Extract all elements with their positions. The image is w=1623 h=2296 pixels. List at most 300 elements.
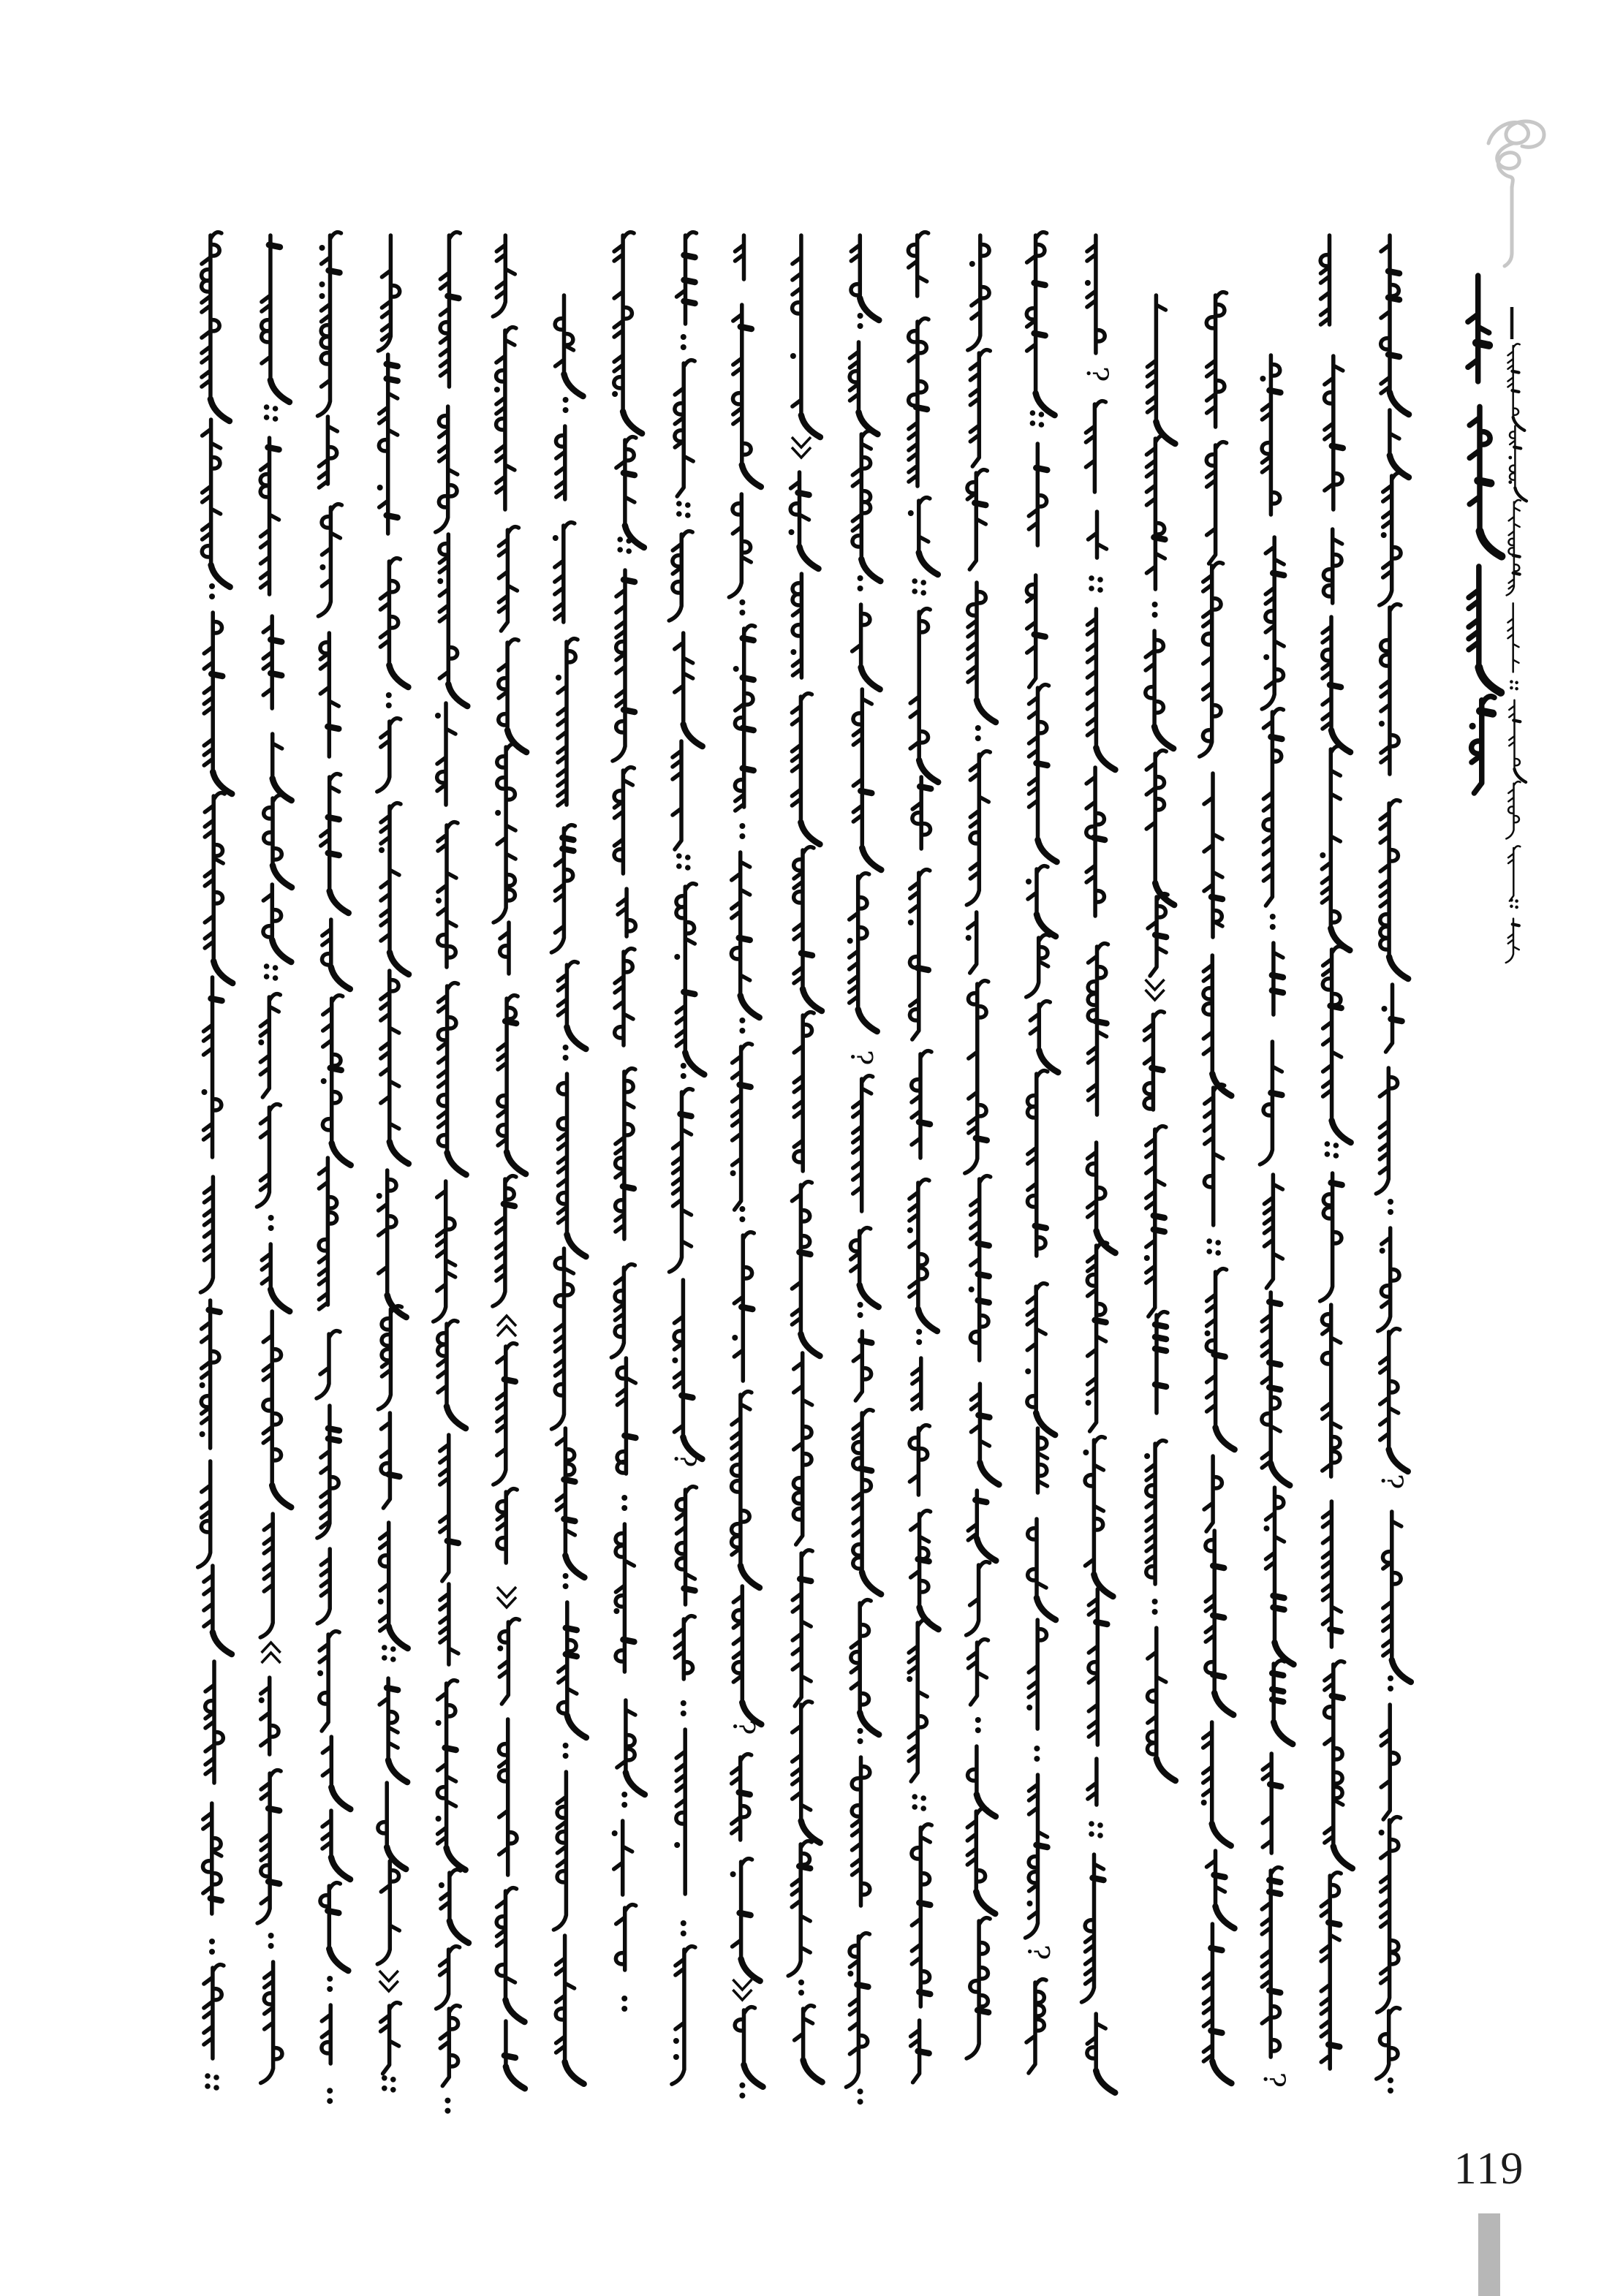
script-word (322, 1811, 350, 1879)
script-word (1379, 605, 1401, 774)
script-word (553, 523, 575, 622)
script-word (792, 1182, 820, 1356)
script-word (1322, 1305, 1340, 1477)
script-word (912, 1358, 921, 1409)
page-number: 119 (1453, 2144, 1525, 2194)
script-word (853, 1331, 871, 1401)
script-word (788, 1841, 812, 1976)
running-subtitle-column (1506, 344, 1526, 963)
comma-dots-mark (327, 2088, 333, 2104)
script-word (676, 1487, 696, 1604)
body-text-columns (198, 232, 1411, 2114)
script-word (380, 558, 408, 687)
script-word (1506, 781, 1520, 838)
svg-text:?: ? (1080, 366, 1113, 382)
script-word (1028, 1519, 1056, 1620)
script-word (1507, 500, 1521, 595)
script-word (381, 971, 409, 1164)
script-word (259, 1678, 279, 1754)
full-stop-four-dot-mark (912, 578, 926, 596)
script-word (321, 996, 351, 1165)
script-word (677, 232, 697, 324)
comma-dots-mark (1152, 602, 1158, 618)
script-word (1146, 631, 1173, 749)
comma-dots-mark (858, 2088, 863, 2104)
script-word (1207, 1851, 1235, 1928)
script-word (618, 889, 635, 936)
comma-dots-mark (798, 1979, 804, 1996)
script-word (440, 2006, 460, 2086)
script-word (1468, 276, 1489, 382)
script-word (437, 534, 467, 706)
close-guillemet-mark (497, 1587, 516, 1607)
body-text-column (788, 235, 822, 2082)
script-word (1088, 944, 1108, 1115)
comma-dots-mark (681, 1700, 686, 1716)
comma-dots-mark (563, 1743, 569, 1759)
script-word (733, 1586, 761, 1724)
script-word (1323, 529, 1342, 603)
full-stop-four-dot-mark (1089, 1821, 1103, 1838)
svg-text:?: ? (844, 1050, 878, 1066)
full-stop-four-dot-mark (382, 2075, 396, 2093)
script-word (440, 1584, 458, 1664)
comma-dots-mark (858, 1728, 863, 1744)
script-word (1088, 1759, 1097, 1805)
script-word (493, 235, 515, 317)
script-word (1205, 1269, 1235, 1450)
script-word (1087, 2014, 1115, 2093)
script-word (1390, 410, 1409, 477)
comma-dots-mark (563, 397, 569, 413)
script-word (1155, 1312, 1168, 1413)
script-word (1026, 575, 1045, 687)
body-text-column (611, 232, 645, 2012)
script-word (317, 1406, 339, 1538)
script-word (440, 232, 460, 387)
script-word (379, 1678, 407, 1782)
script-word (436, 822, 458, 967)
question-mark (667, 1452, 701, 1467)
script-word (1030, 1001, 1058, 1072)
script-word (675, 633, 703, 746)
script-word (1507, 603, 1518, 672)
script-word (908, 870, 930, 1039)
script-word (1260, 355, 1280, 515)
script-word (1262, 1868, 1282, 2057)
script-word (381, 1413, 399, 1508)
comma-dots-mark (327, 1976, 333, 1992)
script-word (500, 922, 509, 974)
script-word (504, 2021, 525, 2088)
script-word (1026, 866, 1056, 936)
script-word (551, 825, 575, 952)
script-word (909, 319, 928, 486)
script-word (321, 774, 349, 913)
script-word (262, 1244, 290, 1311)
script-word (1377, 1817, 1401, 2012)
script-word (966, 1562, 990, 1635)
script-word (850, 1228, 878, 1307)
script-word (1029, 444, 1047, 545)
script-word (851, 1600, 879, 1735)
script-word (674, 884, 704, 1075)
script-word (556, 1936, 583, 2084)
comma-dots-mark (386, 692, 392, 708)
script-word (1087, 609, 1115, 770)
script-word (1264, 1488, 1294, 1664)
script-word (320, 1883, 348, 1971)
script-word (322, 2005, 330, 2064)
script-word (672, 1280, 702, 1459)
script-word (436, 1681, 466, 1870)
script-word (1028, 1071, 1048, 1256)
script-word (1026, 935, 1050, 997)
script-word (735, 2007, 763, 2087)
script-word (202, 420, 230, 587)
script-word (611, 1265, 635, 1357)
script-word (970, 350, 990, 466)
script-word (552, 1249, 574, 1429)
script-word (499, 527, 518, 631)
script-word (438, 983, 466, 1175)
script-word (613, 570, 635, 761)
comma-dots-mark (681, 1920, 686, 1936)
script-word (673, 741, 681, 849)
script-word (617, 1358, 635, 1474)
script-word (794, 1012, 814, 1171)
script-word (497, 1489, 517, 1563)
script-word (965, 981, 988, 1173)
script-word (968, 235, 989, 350)
comma-dots-mark (444, 2098, 450, 2114)
body-text-column (1200, 292, 1235, 2083)
script-word (847, 874, 877, 1031)
script-word (912, 1825, 931, 2007)
comma-dots-mark (739, 2083, 745, 2099)
script-word (846, 1933, 869, 2088)
script-word (257, 1770, 281, 1923)
script-word (1144, 1012, 1164, 1110)
script-word (498, 996, 526, 1174)
script-word (969, 1640, 988, 1705)
body-text-column (377, 235, 409, 2093)
script-word (493, 1344, 517, 1485)
full-stop-four-dot-mark (1206, 1238, 1221, 1256)
script-word (378, 1306, 401, 1409)
script-word (795, 2006, 822, 2083)
script-word (378, 235, 399, 351)
open-guillemet-mark (497, 1316, 516, 1336)
script-word (614, 768, 634, 874)
script-word (908, 498, 938, 575)
body-text-column (667, 232, 705, 2085)
script-word (616, 437, 644, 548)
script-word (1026, 1775, 1048, 1938)
script-word (733, 626, 755, 811)
question-mark (1021, 1944, 1054, 1960)
script-word (261, 1962, 282, 2083)
full-stop-four-dot-mark (1089, 575, 1103, 593)
question-mark (1080, 366, 1113, 382)
script-word (317, 1549, 330, 1624)
script-word (612, 232, 642, 433)
script-word (732, 1754, 752, 1840)
full-stop-four-dot-mark (264, 963, 279, 981)
body-text-column (434, 232, 469, 2114)
script-word (852, 1757, 870, 1906)
close-guillemet-mark (379, 1971, 398, 1991)
comma-dots-mark (681, 334, 686, 350)
script-word (1380, 473, 1403, 605)
script-word (322, 920, 350, 989)
comma-dots-mark (1152, 1599, 1158, 1615)
script-word (377, 1861, 399, 1964)
script-word (1146, 751, 1174, 905)
script-word (556, 1428, 584, 1577)
script-word (1321, 1873, 1341, 2069)
comma-dots-mark (563, 1045, 569, 1061)
script-word (1323, 947, 1350, 1143)
script-word (1144, 1126, 1166, 1316)
script-word (1378, 1228, 1399, 1331)
comma-dots-mark (739, 1206, 745, 1222)
script-word (377, 355, 398, 534)
body-text-column (844, 235, 882, 2104)
script-word (558, 1074, 586, 1257)
script-word (1377, 2008, 1400, 2079)
script-word (1026, 232, 1054, 415)
script-word (434, 1181, 455, 1322)
script-word (1383, 1512, 1411, 1682)
script-word (1201, 1722, 1231, 1846)
script-word (436, 406, 458, 532)
script-word (732, 1392, 760, 1588)
script-word (1089, 1589, 1107, 1745)
body-text-column (1021, 232, 1058, 2073)
script-word (732, 1232, 754, 1381)
script-word (204, 613, 232, 794)
full-stop-four-dot-mark (1325, 1141, 1339, 1159)
comma-dots-mark (858, 575, 863, 591)
running-title-column (1468, 276, 1502, 793)
question-mark (726, 1719, 760, 1735)
script-word (260, 438, 279, 594)
script-word (1087, 1143, 1115, 1253)
script-word (909, 1425, 929, 1495)
flourish-ornament (1488, 121, 1544, 266)
script-word (1509, 700, 1526, 782)
close-guillemet-mark (792, 437, 811, 458)
script-word (1147, 295, 1175, 444)
script-word (381, 2003, 401, 2074)
full-stop-four-dot-mark (676, 853, 691, 871)
script-word (202, 232, 230, 421)
body-text-column (551, 295, 586, 2084)
body-text-column (1080, 235, 1116, 2093)
comma-dots-mark (621, 1495, 627, 1511)
script-word (1089, 512, 1107, 558)
script-word (440, 1435, 458, 1581)
script-word (912, 1051, 931, 1158)
script-word (204, 1566, 232, 1654)
script-word (203, 1803, 222, 1914)
script-word (263, 1311, 291, 1507)
script-word (1260, 1042, 1282, 1164)
script-word (733, 305, 761, 487)
script-word (1086, 768, 1105, 916)
script-word (317, 1632, 339, 1731)
script-word (204, 1965, 224, 2058)
script-word (669, 531, 692, 621)
script-word (264, 795, 292, 887)
script-word (202, 977, 222, 1157)
body-text-column (257, 235, 292, 2083)
script-word (378, 1783, 406, 1869)
script-word (850, 342, 877, 434)
body-text-column (907, 232, 938, 2083)
script-word (1146, 436, 1166, 589)
script-word (1469, 406, 1502, 556)
script-word (1380, 800, 1408, 979)
script-word (853, 1410, 881, 1594)
open-guillemet-mark (262, 1643, 281, 1663)
script-word (1204, 1085, 1224, 1225)
script-word (1381, 1705, 1399, 1819)
script-word (435, 703, 455, 805)
script-word (318, 232, 341, 416)
script-word (1325, 356, 1343, 509)
script-word (1144, 1441, 1166, 1584)
script-word (1083, 1437, 1113, 1596)
comma-dots-mark (739, 1018, 745, 1034)
script-word (1203, 955, 1231, 1096)
question-mark (1257, 2072, 1290, 2088)
script-word (318, 504, 341, 616)
comma-dots-mark (1388, 2077, 1393, 2094)
script-word (969, 1176, 991, 1360)
script-word (1026, 1620, 1046, 1729)
script-word (553, 1772, 566, 1930)
script-word (967, 470, 987, 569)
script-word (731, 852, 759, 1018)
script-word (263, 884, 291, 962)
subtitle-script-column (1506, 344, 1526, 963)
script-word (1469, 567, 1501, 693)
script-word (263, 616, 281, 708)
script-word (968, 1746, 996, 1816)
script-word (1320, 235, 1329, 325)
script-word (968, 1490, 996, 1561)
script-word (1085, 235, 1105, 353)
full-stop-four-dot-mark (382, 1645, 396, 1662)
full-stop-four-dot-mark (912, 1794, 926, 1811)
script-word (911, 1511, 939, 1629)
script-word (675, 360, 695, 496)
script-word (971, 1384, 999, 1485)
script-word (792, 694, 820, 844)
script-word (1038, 1428, 1048, 1493)
script-word (1376, 1068, 1397, 1194)
script-word (966, 1918, 990, 2058)
script-word (1206, 442, 1226, 564)
script-word (793, 1353, 812, 1545)
script-word (1200, 563, 1223, 757)
svg-text:?: ? (1021, 1944, 1055, 1960)
script-word (912, 777, 931, 849)
script-word (273, 734, 292, 800)
script-word (675, 1616, 695, 1679)
script-word (558, 962, 586, 1049)
script-word (616, 1069, 635, 1239)
script-word (556, 639, 578, 806)
script-word (205, 793, 232, 983)
script-word (1380, 1329, 1408, 1471)
script-word (1025, 1284, 1055, 1435)
script-word (852, 431, 880, 581)
script-word (258, 994, 280, 1097)
script-word (1381, 235, 1409, 414)
body-text-column (1374, 235, 1411, 2094)
script-word (911, 2020, 929, 2083)
comma-dots-mark (975, 725, 981, 741)
script-word (262, 235, 290, 402)
script-word (968, 583, 996, 722)
script-word (1264, 1175, 1282, 1288)
script-word (1148, 894, 1168, 976)
script-word (378, 1523, 408, 1648)
comma-dots-mark (621, 1792, 627, 1808)
script-word (1262, 537, 1284, 709)
script-word (1506, 919, 1519, 963)
script-word (200, 1177, 213, 1292)
script-word (907, 1180, 937, 1331)
svg-text:?: ? (1256, 2072, 1290, 2088)
script-word (439, 1870, 469, 1943)
script-word (674, 1729, 685, 1894)
body-text-column (1257, 355, 1294, 2088)
comma-dots-mark (563, 1573, 569, 1589)
script-word (729, 494, 751, 597)
script-word (613, 1524, 634, 1672)
svg-text:?: ? (1374, 1474, 1408, 1490)
close-guillemet-mark (1146, 980, 1165, 1000)
script-word (496, 1888, 524, 2022)
script-word (910, 609, 938, 782)
script-word (1029, 685, 1057, 862)
script-word (493, 1176, 516, 1306)
script-word (612, 1821, 632, 1895)
script-word (792, 1550, 812, 1706)
full-stop-four-dot-mark (617, 537, 632, 554)
body-text-column (198, 232, 233, 2091)
script-word (1026, 1979, 1046, 2073)
script-word (438, 1321, 466, 1428)
script-word (1082, 1854, 1104, 2002)
script-word (320, 633, 338, 757)
script-word (499, 640, 526, 752)
script-word (792, 1702, 820, 1843)
script-word (735, 235, 744, 279)
script-word (966, 912, 977, 973)
script-word (908, 232, 928, 296)
script-word (1382, 985, 1402, 1052)
script-word (1263, 709, 1283, 906)
script-word (379, 803, 409, 974)
script-word (493, 744, 517, 922)
body-text-column (1320, 235, 1352, 2069)
script-word (205, 1662, 224, 1783)
